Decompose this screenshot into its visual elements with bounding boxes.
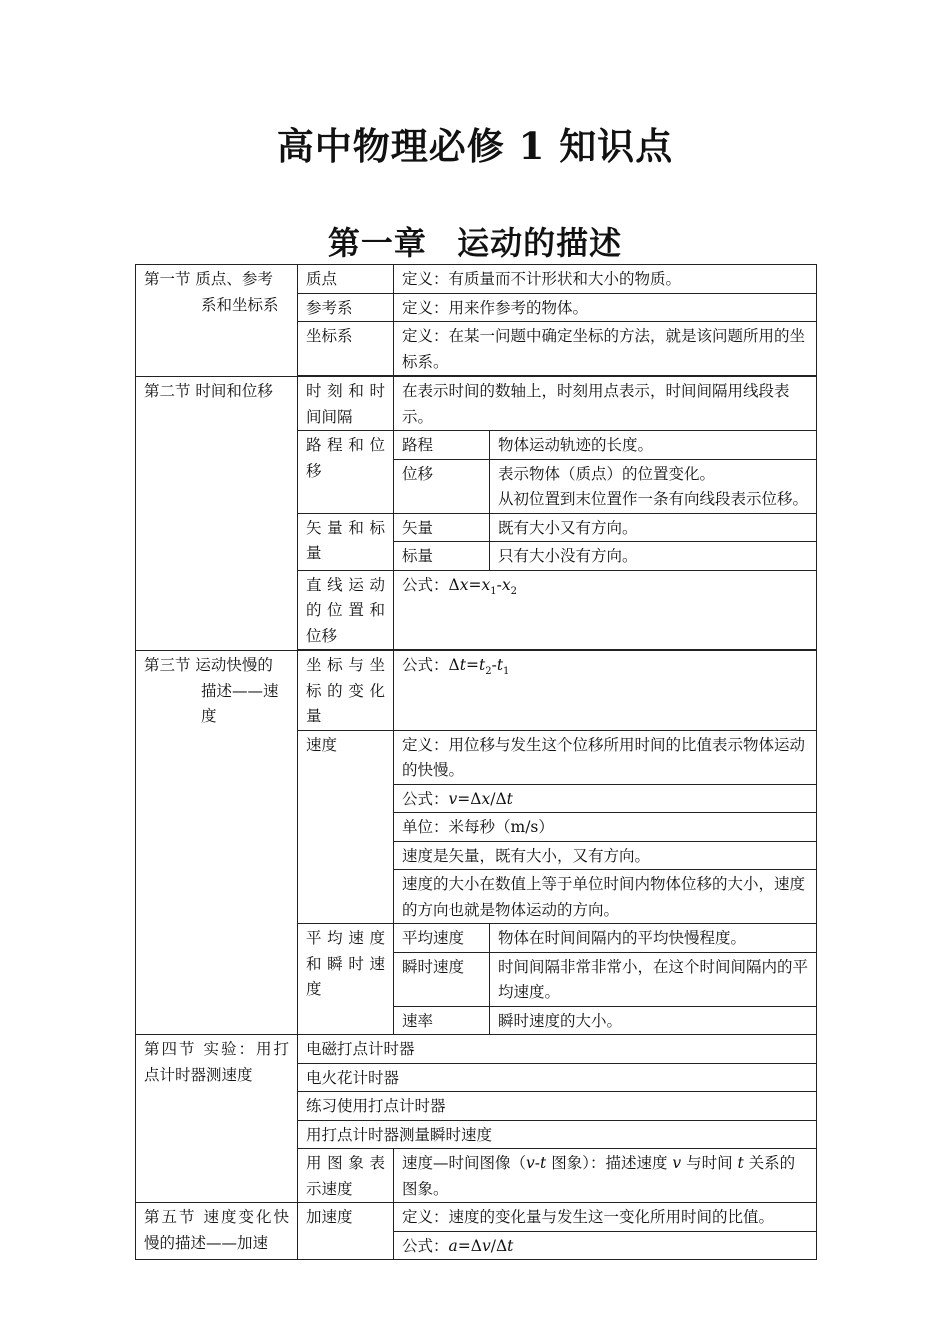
def-biaoliang: 只有大小没有方向。 — [490, 542, 817, 571]
section-2-title: 第二节 时间和位移 — [144, 382, 273, 400]
subterm-pingjun: 平均速度 — [394, 924, 490, 953]
term-zhixian: 直线运动 的位置和 位移 — [298, 570, 394, 650]
formula-zhixian: 公式：$\Delta x=x_1-x_2$ — [394, 570, 817, 650]
table-row — [136, 265, 817, 294]
term-sudu: 速度 — [298, 730, 394, 924]
section-3-title: 第三节 运动快慢的 — [144, 656, 273, 674]
term-zuobiaoxi: 坐标系 — [298, 322, 394, 376]
def-cankaoxi: 定义：用来作参考的物体。 — [394, 293, 817, 322]
term-pingjun: 平均速度 和瞬时速 度 — [298, 924, 394, 1035]
chapter-heading: 第一章 运动的描述 — [327, 224, 623, 262]
section-3-cell: 第三节 运动快慢的 描述——速 度 — [136, 651, 298, 1035]
table-row — [136, 377, 817, 431]
def-shiliang: 既有大小又有方向。 — [490, 513, 817, 542]
subterm-lucheng: 路程 — [394, 431, 490, 460]
magnitude-sudu: 速度的大小在数值上等于单位时间内物体位移的大小，速度的方向也就是物体运动的方向。 — [394, 870, 817, 924]
def-zuobiaoxi: 定义：在某一问题中确定坐标的方法，就是该问题所用的坐标系。 — [394, 322, 817, 376]
def-zhidian: 定义：有质量而不计形状和大小的物质。 — [394, 265, 817, 294]
term-zuobiao: 坐标与坐 标的变化 量 — [298, 651, 394, 731]
def-sudu: 定义：用位移与发生这个位移所用时间的比值表示物体运动的快慢。 — [394, 730, 817, 784]
term-tuxiang: 用图象表 示速度 — [298, 1149, 394, 1203]
knowledge-table — [135, 264, 817, 1260]
section-4-cell: 第四节 实验：用打 点计时器测速度 — [136, 1035, 298, 1203]
def-weiyi: 表示物体（质点）的位置变化。 从初位置到末位置作一条有向线段表示位移。 — [490, 459, 817, 513]
formula-zuobiao: 公式：$\Delta t=t_2-t_1$ — [394, 651, 817, 731]
def-jiasudu: 定义：速度的变化量与发生这一变化所用时间的比值。 — [394, 1203, 817, 1232]
page-title: 高中物理必修 1 知识点 — [276, 124, 674, 168]
section-1-title-cont: 系和坐标系 — [201, 295, 279, 314]
section-5-title: 第五节 速度变化快 — [144, 1208, 289, 1226]
section-1-cell — [136, 265, 298, 377]
vector-sudu: 速度是矢量，既有大小，又有方向。 — [394, 841, 817, 870]
def-tuxiang: 速度—时间图像（v-t 图象）：描述速度 v 与时间 t 关系的图象。 — [394, 1149, 817, 1203]
item-dianhuohua: 电火花计时器 — [298, 1063, 817, 1092]
section-2-cell — [136, 377, 298, 651]
table-row — [136, 1035, 817, 1064]
formula-sudu: 公式：v=Δx/Δt — [394, 784, 817, 813]
subterm-sulv: 速率 — [394, 1006, 490, 1035]
item-celiang: 用打点计时器测量瞬时速度 — [298, 1120, 817, 1149]
def-sulv: 瞬时速度的大小。 — [490, 1006, 817, 1035]
def-lucheng: 物体运动轨迹的长度。 — [490, 431, 817, 460]
term-zhidian: 质点 — [298, 265, 394, 294]
def-shunshi: 时间间隔非常非常小，在这个时间间隔内的平均速度。 — [490, 952, 817, 1006]
term-shike: 时刻和时 间间隔 — [298, 377, 394, 431]
table-row — [136, 1203, 817, 1232]
subterm-biaoliang: 标量 — [394, 542, 490, 571]
section-5-cell: 第五节 速度变化快 慢的描述——加速 — [136, 1203, 298, 1260]
subterm-shunshi: 瞬时速度 — [394, 952, 490, 1006]
item-lianxi: 练习使用打点计时器 — [298, 1092, 817, 1121]
unit-sudu: 单位：米每秒（m/s） — [394, 813, 817, 842]
term-shiliang: 矢量和标 量 — [298, 513, 394, 570]
section-1-title: 第一节 质点、参考 — [144, 270, 273, 288]
section-4-title: 第四节 实验：用打 — [144, 1040, 289, 1058]
term-lucheng: 路程和位 移 — [298, 431, 394, 514]
table-row — [136, 651, 817, 731]
subterm-weiyi: 位移 — [394, 459, 490, 513]
subterm-shiliang: 矢量 — [394, 513, 490, 542]
def-pingjun: 物体在时间间隔内的平均快慢程度。 — [490, 924, 817, 953]
term-cankaoxi: 参考系 — [298, 293, 394, 322]
formula-jiasudu: 公式：a=Δv/Δt — [394, 1231, 817, 1260]
item-dianci: 电磁打点计时器 — [298, 1035, 817, 1064]
term-jiasudu: 加速度 — [298, 1203, 394, 1260]
def-shike: 在表示时间的数轴上，时刻用点表示，时间间隔用线段表示。 — [394, 377, 817, 431]
